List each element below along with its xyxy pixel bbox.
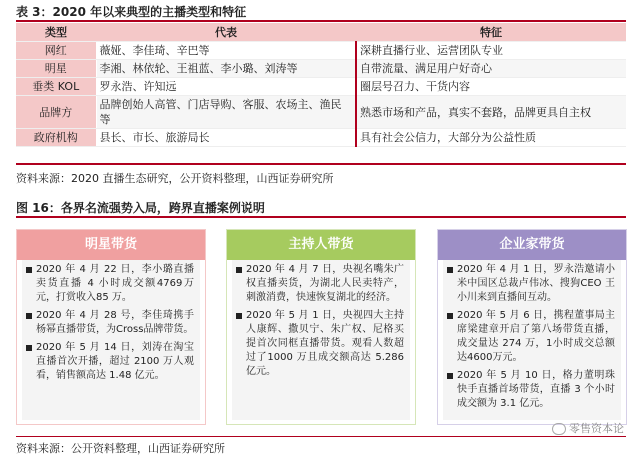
list-item: 2020 年 4 月 7 日，央视名嘴朱广权直播卖货，为湖北人民卖特产，刺激消费，快速恢复湖北的经济。 [246, 264, 404, 303]
figure-caption-rule [16, 216, 626, 218]
card-title: 明星带货 [17, 230, 205, 260]
cell-feat: 自带流量、满足用户好奇心 [356, 60, 626, 78]
cell-feat: 熟悉市场和产品，真实不套路，品牌更具自主权 [356, 96, 626, 129]
card-celebrity [16, 229, 206, 425]
figure-source: 资料来源：公开资料整理，山西证券研究所 [16, 442, 225, 455]
list-item: 2020 年 4 月 22 日，李小璐直播卖货直播 4 小时成交额4769万元，打赏收入85 万。 [36, 264, 194, 303]
table-row [16, 129, 626, 147]
watermark [552, 420, 624, 436]
header-rep: 代表 [96, 23, 356, 42]
card-body [443, 260, 621, 420]
figure-bottom-rule [16, 436, 626, 437]
header-type: 类型 [16, 23, 96, 42]
cell-type: 网红 [16, 42, 96, 60]
card-body [22, 260, 200, 420]
list-item: 2020 年 5 月 10 日，格力董明珠快手直播首场带货，直播 3 个小时成交额为 3.1 亿元。 [457, 370, 615, 409]
caption-rule [16, 20, 626, 22]
cell-type: 垂类 KOL [16, 78, 96, 96]
table-source: 资料来源：2020 直播生态研究，公开资料整理，山西证券研究所 [16, 172, 334, 185]
table-row [16, 96, 626, 129]
cell-rep: 李湘、林依轮、王祖蓝、李小璐、刘涛等 [96, 60, 356, 78]
list-item: 2020 年 5 月 6 日，携程董事局主席梁建章开启了第八场带货直播，成交量达 274 万，1小时成交总额达4600万元。 [457, 310, 615, 363]
header-feat: 特征 [356, 23, 626, 42]
table-header-row [16, 23, 626, 42]
cell-type: 明星 [16, 60, 96, 78]
cell-rep: 薇娅、李佳琦、辛巴等 [96, 42, 356, 60]
card-entrepreneur [437, 229, 627, 425]
cell-feat: 深耕直播行业、运营团队专业 [356, 42, 626, 60]
list-item: 2020 年 4 月 1 日，罗永浩邀请小米中国区总裁卢伟冰、搜狗CEO 王小川来到直播间互动。 [457, 264, 615, 303]
table-caption: 表 3：2020 年以来典型的主播类型和特征 [16, 5, 247, 19]
card-title: 主持人带货 [227, 230, 415, 260]
table-row [16, 60, 626, 78]
cell-feat: 具有社会公信力，大部分为公益性质 [356, 129, 626, 147]
card-body [232, 260, 410, 420]
list-item: 2020 年 5 月 1 日，央视四大主持人康辉、撒贝宁、朱广权、尼格买提首次同框直播带货。观看人数超过了1000 万且成交额高达 5.286 亿元。 [246, 310, 404, 377]
figure-caption: 图 16：各界名流强势入局，跨界直播案例说明 [16, 201, 265, 215]
table-row [16, 42, 626, 60]
watermark-text: 零售资本论 [569, 422, 624, 435]
cell-type: 政府机构 [16, 129, 96, 147]
list-item: 2020 年 4 月 28 号，李佳琦携手杨幂直播带货，为Cross品牌带货。 [36, 310, 194, 335]
table-bottom-rule [16, 163, 626, 165]
cell-rep: 品牌创始人高管、门店导购、客服、农场主、渔民等 [96, 96, 356, 129]
card-host [226, 229, 416, 425]
cell-type: 品牌方 [16, 96, 96, 129]
cell-rep: 县长、市长、旅游局长 [96, 129, 356, 147]
anchor-types-table [16, 23, 626, 147]
wechat-icon [552, 423, 566, 435]
cell-rep: 罗永浩、许知远 [96, 78, 356, 96]
cell-feat: 圈层号召力、干货内容 [356, 78, 626, 96]
table-row [16, 78, 626, 96]
list-item: 2020 年 5 月 14 日，刘涛在淘宝直播首次开播，超过 2100 万人观看，销售额高达 1.48 亿元。 [36, 342, 194, 381]
card-title: 企业家带货 [438, 230, 626, 260]
